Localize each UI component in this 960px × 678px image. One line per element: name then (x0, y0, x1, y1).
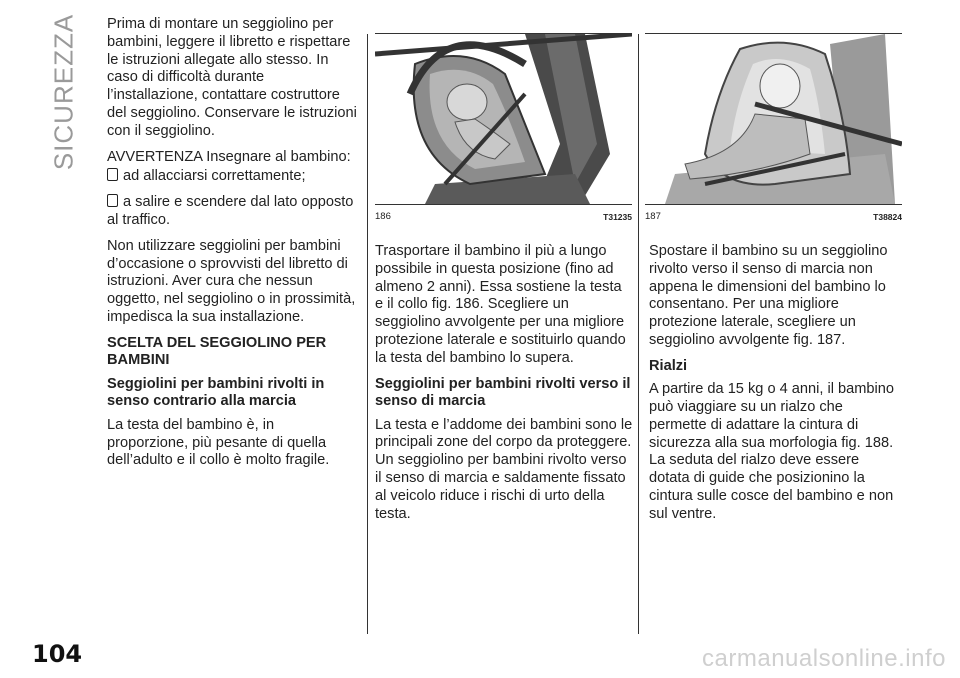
bullet-box-icon (107, 168, 118, 181)
figure-number: 186 (375, 211, 391, 222)
figure-187 (645, 33, 902, 222)
forward-facing-seat-illustration (645, 34, 902, 204)
section-title: SICUREZZA (48, 13, 79, 171)
list-item-text: ad allacciarsi correttamente; (123, 168, 306, 185)
subsection-heading: Rialzi (649, 357, 688, 374)
section-side-tab (44, 13, 86, 171)
paragraph: Prima di montare un seggiolino per bambini, leggere il libretto e rispettare le istruzioni allegate allo stesso. In caso di difficoltà durante l’installazione, contattare costruttore del seggiolino. Conservare le istruzioni con il seggiolino. (107, 16, 357, 139)
rear-facing-seat-illustration (375, 34, 632, 204)
figure-186 (375, 33, 632, 222)
paragraph: La testa e l’addome dei bambini sono le principali zone del corpo da proteggere. Un seggiolino per bambini rivolto verso il senso di marcia e saldamente fissato al veicolo riduce i rischi di urto della testa. (375, 416, 633, 522)
bullet-box-icon (107, 194, 118, 207)
page-number: 104 (32, 640, 83, 668)
subsection-heading: Seggiolini per bambini rivolti verso il senso di marcia (375, 375, 631, 410)
rear-facing-seat-drawing (375, 34, 632, 204)
figure-caption (645, 204, 902, 222)
paragraph: Trasportare il bambino il più a lungo possibile in questa posizione (fino ad almeno 2 anni). Essa sostiene la testa e il collo fig. 186. Scegliere un seggiolino avvolgente per una migliore protezione laterale e sostituirlo quando la testa del bambino lo supera. (375, 243, 626, 366)
watermark: carmanualsonline.info (702, 645, 946, 672)
paragraph: A partire da 15 kg o 4 anni, il bambino può viaggiare su un rialzo che permette di adattare la cintura di sicurezza alla sua morfologia fig. 188. La seduta del rialzo deve essere dotata di guide che posizionino la cintura sulle cosce del bambino e non sul ventre. (649, 381, 895, 522)
subsection-heading: Seggiolini per bambini rivolti in senso contrario alla marcia (107, 375, 325, 410)
list-item (107, 194, 357, 230)
text-column-3 (649, 243, 901, 532)
paragraph: La testa del bambino è, in proporzione, più pesante di quella dell’adulto e il collo è molto fragile. (107, 416, 330, 469)
text-column-2 (375, 243, 633, 531)
figure-code: T38824 (873, 211, 902, 222)
list-item (107, 168, 357, 186)
warning-intro: AVVERTENZA Insegnare al bambino: (107, 148, 351, 165)
figure-caption (375, 204, 632, 222)
text-column-1 (107, 16, 357, 478)
figure-number: 187 (645, 211, 661, 222)
section-heading: SCELTA DEL SEGGIOLINO PER BAMBINI (107, 334, 327, 369)
column-divider (638, 34, 639, 634)
figure-code: T31235 (603, 211, 632, 222)
list-item-text: a salire e scendere dal lato opposto al traffico. (107, 194, 354, 228)
paragraph: Spostare il bambino su un seggiolino rivolto verso il senso di marcia non appena le dimensioni del bambino lo consentano. Per una migliore protezione laterale, scegliere un seggiolino avvolgente fig. 187. (649, 243, 888, 348)
column-divider (367, 34, 368, 634)
forward-facing-seat-drawing (645, 34, 902, 204)
paragraph: Non utilizzare seggiolini per bambini d’occasione o sprovvisti del libretto di istruzioni. Aver cura che nessun oggetto, nel seggiolino o in prossimità, impedisca la sua installazione. (107, 237, 356, 325)
